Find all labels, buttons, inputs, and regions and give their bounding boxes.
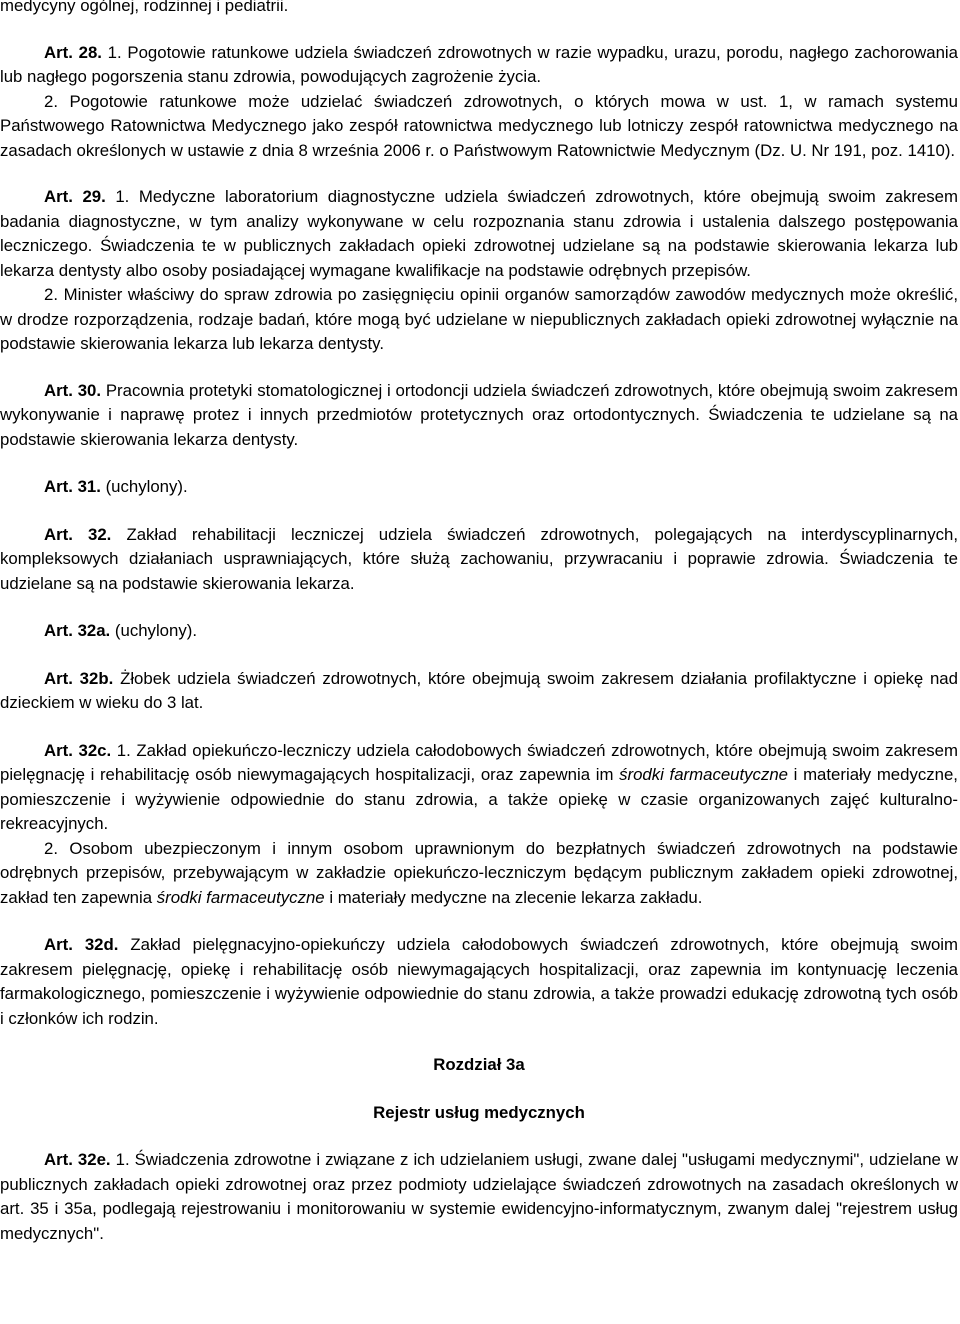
art-32-text: Zakład rehabilitacji leczniczej udziela świadczeń zdrowotnych, polegających na interdyscyplinarnych, kompleksowych działaniach usprawniających, które służą zachowaniu, przywracaniu i poprawie zdrowia. Świadczenia te udzielane są na podstawie skierowania lekarza. xyxy=(0,524,958,593)
art-28-p1-number: 1. xyxy=(107,42,122,62)
art-28-paragraph-2 xyxy=(0,90,958,164)
art-32c-paragraph-1 xyxy=(0,739,958,837)
art-32c-p1-number: 1. xyxy=(116,740,131,760)
art-32-label: Art. 32. xyxy=(44,524,112,544)
intro-tail-text: medycyny ogólnej, rodzinnej i pediatrii. xyxy=(0,0,289,15)
art-32c-p1-text-a: Zakład opiekuńczo-leczniczy udziela całodobowych świadczeń zdrowotnych, które obejmują swoim zakresem pielęgnację i rehabilitację osób niewymagających hospitalizacji, oraz zapewnia im xyxy=(0,740,958,784)
art-32e-paragraph-1 xyxy=(0,1148,958,1246)
art-29-paragraph-2 xyxy=(0,283,958,357)
art-32c-paragraph-2 xyxy=(0,837,958,911)
art-29-p1-text: Medyczne laboratorium diagnostyczne udziela świadczeń zdrowotnych, które obejmują swoim zakresem badania diagnostyczne, w tym analizy wykonywane w celu rozpoznania stanu zdrowia i ustalenia dalszego postępowania leczniczego. Świadczenia te w publicznych zakładach opieki zdrowotnej udzielane są na podstawie skierowania lekarza lub lekarza dentysty albo osoby posiadającej wymagane kwalifikacje na podstawie odrębnych przepisów. xyxy=(0,187,958,280)
art-32b-paragraph xyxy=(0,667,958,716)
art-32e-p1-number: 1. xyxy=(115,1150,130,1169)
art-28-p2-number: 2. xyxy=(44,91,58,111)
art-32a-label: Art. 32a. xyxy=(44,621,111,640)
art-28-paragraph-1 xyxy=(0,41,958,90)
art-29-p1-number: 1. xyxy=(115,187,130,206)
art-32a-text: (uchylony). xyxy=(114,621,197,640)
art-32e-label: Art. 32e. xyxy=(44,1150,111,1169)
art-32d-text: Zakład pielęgnacyjno-opiekuńczy udziela całodobowych świadczeń zdrowotnych, które obejmują swoim zakresem pielęgnację, opiekę i rehabilitację osób niewymagających hospitalizacji, oraz zapewnia im kontynuację leczenia farmakologicznego, pomieszczenie i wyżywienie odpowiednie do stanu zdrowia, a także prowadzi edukację zdrowotną tych osób i członków ich rodzin. xyxy=(0,935,958,1028)
art-32d-label: Art. 32d. xyxy=(44,935,119,954)
chapter-title: Rozdział 3a xyxy=(433,1055,525,1074)
art-28-p1-text: Pogotowie ratunkowe udziela świadczeń zdrowotnych w razie wypadku, urazu, porodu, nagłego zachorowania lub nagłego pogorszenia stanu zdrowia, powodujących zagrożenie życia. xyxy=(0,42,958,86)
art-30-label: Art. 30. xyxy=(44,380,102,400)
art-32c-p2-number: 2. xyxy=(44,838,58,858)
art-29-p2-number: 2. xyxy=(44,285,58,304)
art-32c-p1-italic: środki farmaceutyczne xyxy=(619,765,788,784)
art-32a-paragraph xyxy=(0,619,958,644)
art-30-text: Pracownia protetyki stomatologicznej i ortodoncji udziela świadczeń zdrowotnych, które obejmują swoim zakresem wykonywanie i naprawę protez i innych przedmiotów protetycznych oraz ortodontycznych. Świadczenia te udzielane są na podstawie skierowania lekarza dentysty. xyxy=(0,380,958,449)
art-32c-p2-text-b: i materiały medyczne na zlecenie lekarza zakładu. xyxy=(329,887,703,907)
art-32-paragraph xyxy=(0,523,958,597)
art-32c-p2-text-a: Osobom ubezpieczonym i innym osobom uprawnionym do bezpłatnych świadczeń zdrowotnych na podstawie odrębnych przepisów, przebywającym w zakładzie opiekuńczo-leczniczym będącym publicznym zakładem opieki zdrowotnej, zakład ten zapewnia xyxy=(0,838,958,907)
art-28-p2-text: Pogotowie ratunkowe może udzielać świadczeń zdrowotnych, o których mowa w ust. 1, w ramach systemu Państwowego Ratownictwa Medycznego jako zespół ratownictwa medycznego lub lotniczy zespół ratownictwa medycznego na zasadach określonych w ustawie z dnia 8 września 2006 r. o Państwowym Ratownictwie Medycznym (Dz. U. Nr 191, poz. 1410). xyxy=(0,91,958,160)
art-32b-label: Art. 32b. xyxy=(44,668,114,688)
art-32c-p2-italic: środki farmaceutyczne xyxy=(156,887,325,907)
art-32c-p1-text-b: i materiały medyczne, pomieszczenie i wyżywienie odpowiednie do stanu zdrowia, a także opiekę w czasie organizowanych zajęć kulturalno-rekreacyjnych. xyxy=(0,765,958,833)
art-32e-p1-text: Świadczenia zdrowotne i związane z ich udzielaniem usługi, zwane dalej "usługami medycznymi", udzielane w publicznych zakładach opieki zdrowotnej oraz przez podmioty udzielające świadczeń zdrowotnych na zasadach określonych w art. 35 i 35a, podlegają rejestrowaniu i monitorowaniu w systemie ewidencyjno-informatycznym, zwanym dalej "rejestrem usług medycznych". xyxy=(0,1150,959,1243)
art-31-label: Art. 31. xyxy=(44,477,101,496)
art-29-p2-text: Minister właściwy do spraw zdrowia po zasięgnięciu opinii organów samorządów zawodów medycznych może określić, w drodze rozporządzenia, rodzaje badań, które mogą być udzielane w niepublicznych zakładach opieki zdrowotnej wyłącznie na podstawie skierowania lekarza lub lekarza dentysty. xyxy=(0,285,958,353)
chapter-subtitle: Rejestr usług medycznych xyxy=(373,1102,585,1122)
art-30-paragraph xyxy=(0,379,958,453)
art-28-label: Art. 28. xyxy=(44,42,102,62)
art-29-paragraph-1 xyxy=(0,185,958,283)
art-32c-label: Art. 32c. xyxy=(44,740,112,760)
art-31-paragraph xyxy=(0,475,958,500)
art-31-text: (uchylony). xyxy=(105,477,188,496)
intro-tail xyxy=(0,0,958,19)
art-32d-paragraph xyxy=(0,933,958,1031)
art-32b-text: Żłobek udziela świadczeń zdrowotnych, które obejmują swoim zakresem działania profilaktyczne i opiekę nad dzieckiem w wieku do 3 lat. xyxy=(0,668,958,712)
art-29-label: Art. 29. xyxy=(44,187,106,206)
